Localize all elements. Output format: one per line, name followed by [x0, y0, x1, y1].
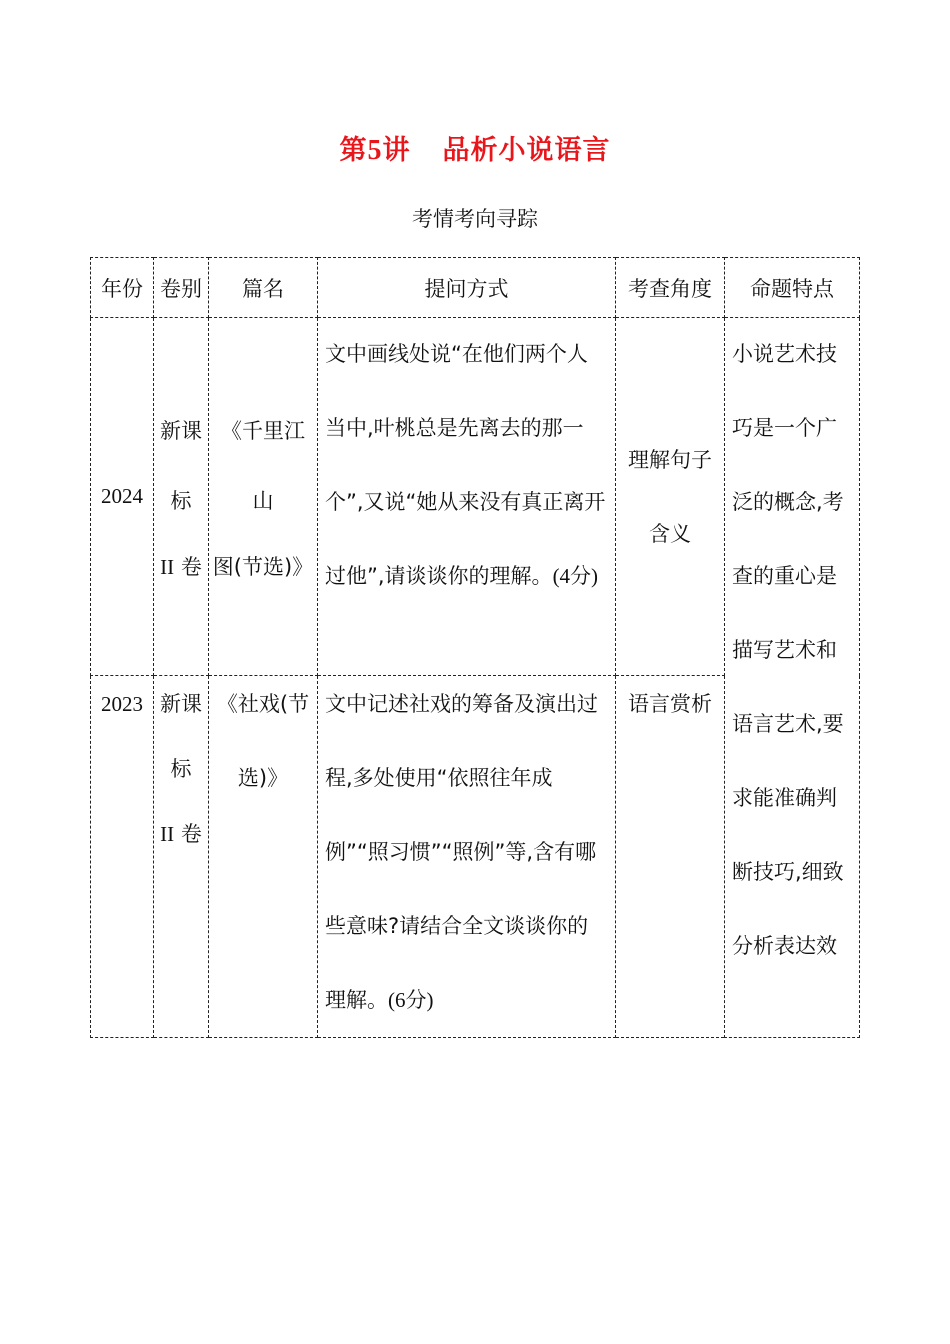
page-title	[0, 128, 950, 167]
title-middle: 讲	[382, 135, 411, 166]
table-row	[91, 318, 860, 676]
section-subtitle: 考情考向寻踪	[412, 207, 538, 231]
header-year: 年份	[91, 258, 154, 318]
table-header-row	[91, 258, 860, 318]
row1-angle: 理解句子含义	[616, 318, 725, 676]
row1-paper: 新课 标 II 卷	[154, 318, 209, 676]
lecture-number: 5	[367, 135, 383, 166]
row2-question: 文中记述社戏的筹备及演出过程,多处使用“依照往年成例”“照习惯”“照例”等,含有哪些意味?请结合全文谈谈你的理解。(6分)	[318, 676, 616, 1038]
title-prefix: 第	[339, 135, 368, 166]
row1-year: 2024	[91, 318, 154, 676]
header-paper: 卷别	[154, 258, 209, 318]
header-feature: 命题特点	[725, 258, 860, 318]
exam-table	[90, 257, 860, 1038]
row2-work: 《社戏(节选)》	[209, 676, 318, 1038]
header-work: 篇名	[209, 258, 318, 318]
header-angle: 考查角度	[616, 258, 725, 318]
header-question: 提问方式	[318, 258, 616, 318]
feature-cell: 小说艺术技巧是一个广泛的概念,考查的重心是描写艺术和语言艺术,要求能准确判断技巧,细致分析表达效	[725, 318, 860, 1038]
row2-paper: 新课 标 II 卷	[154, 676, 209, 1038]
row2-angle: 语言赏析	[616, 676, 725, 1038]
row1-work: 《千里江 山 图(节选)》	[209, 318, 318, 676]
row2-year: 2023	[91, 676, 154, 1038]
row1-question: 文中画线处说“在他们两个人当中,叶桃总是先离去的那一个”,又说“她从来没有真正离开过他”,请谈谈你的理解。(4分)	[318, 318, 616, 676]
title-topic: 品析小说语言	[442, 135, 611, 166]
